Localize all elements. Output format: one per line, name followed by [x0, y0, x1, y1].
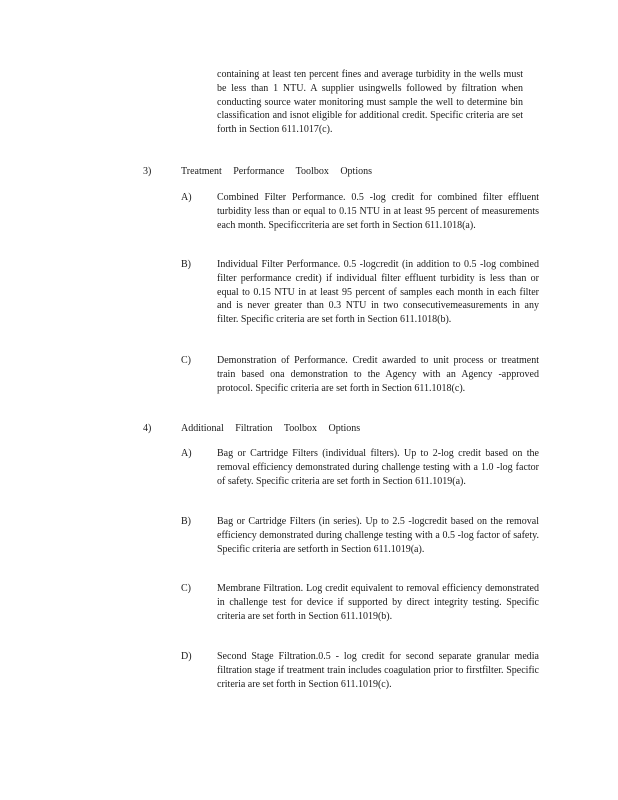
item-letter: C): [181, 355, 191, 366]
item-letter: A): [181, 448, 192, 459]
item-text: Bag or Cartridge Filters (individual filters). Up to 2-log credit based on the removal efficiency demonstrated during challenge testing with a 1.0 -log factor of safety. Specific criteria are set forth in Section 611.1019(a).: [217, 448, 539, 487]
item-text: Second Stage Filtration.0.5 - log credit for second separate granular media filtration stage if treatment train includes coagulation prior to firstfilter. Specific criteria are set forth in Section 611.1019(c).: [217, 651, 539, 690]
item-text: Individual Filter Performance. 0.5 -logcredit (in addition to 0.5 -log combined filter performance credit) if individual filter effluent turbidity is less than or equal to 0.15 NTU in at least 95 percent of samples each month in each filter and is never greater than 0.3 NTU in two consecutivemeasurements in any filter. Specific criteria are set forth in Section 611.1018(b).: [217, 259, 539, 326]
item-text: Membrane Filtration. Log credit equivalent to removal efficiency demonstrated in challenge test for device if supported by direct integrity testing. Specific criteria are set forth in Section 611.1019(b).: [217, 583, 539, 622]
item-letter: B): [181, 516, 191, 527]
section-title: Treatment Performance Toolbox Options: [181, 166, 372, 177]
item-text: Demonstration of Performance. Credit awarded to unit process or treatment train based ona demonstration to the Agency with an Agency -approved protocol. Specific criteria are set forth in Section 611.1018(c).: [217, 355, 539, 394]
item-text: Bag or Cartridge Filters (in series). Up to 2.5 -logcredit based on the removal efficiency demonstrated during challenge testing with a 0.5 -log factor of safety. Specific criteria are setforth in Section 611.1019(a).: [217, 516, 539, 555]
item-letter: A): [181, 192, 192, 203]
section-title: Additional Filtration Toolbox Options: [181, 423, 361, 434]
item-letter: D): [181, 651, 192, 662]
item-letter: C): [181, 583, 191, 594]
item-letter: B): [181, 259, 191, 270]
item-text: Combined Filter Performance. 0.5 -log credit for combined filter effluent turbidity less than or equal to 0.15 NTU in at least 95 percent of measurements each month. Specificcriteria are set forth in Section 611.1018(a).: [217, 192, 539, 231]
intro-paragraph: containing at least ten percent fines and average turbidity in the wells must be less than 1 NTU. A supplier usingwells followed by filtration when conducting source water monitoring must sample the well to determine bin classification and isnot eligible for additional credit. Specific criteria are set forth in Section 611.1017(c).: [217, 69, 523, 136]
section-number: 3): [143, 166, 152, 177]
section-number: 4): [143, 423, 152, 434]
